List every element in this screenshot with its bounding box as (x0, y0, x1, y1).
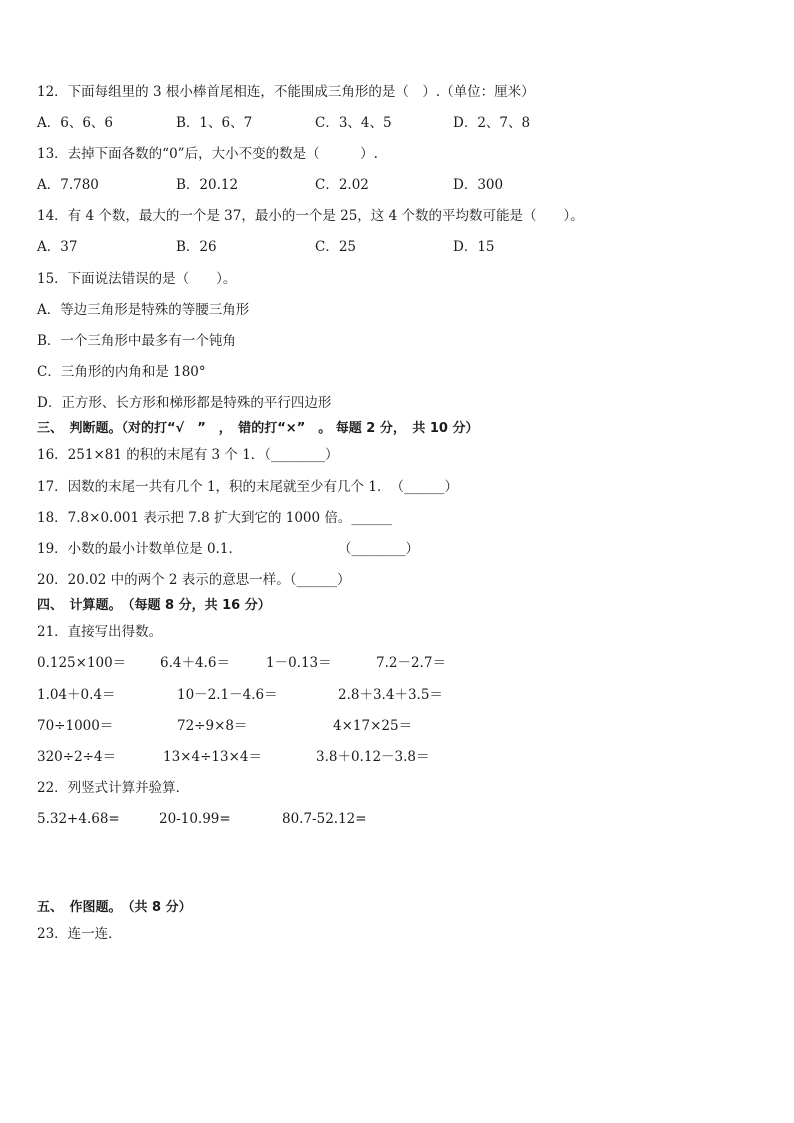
question-15-option-b: B．一个三角形中最多有一个钝角 (37, 333, 236, 349)
question-13-option-c: C．2.02 (315, 177, 369, 193)
question-22-stem: 22．列竖式计算并验算． (37, 780, 190, 796)
question-12-option-d: D．2、7、8 (453, 115, 531, 131)
question-13-option-b: B．20.12 (176, 177, 239, 193)
question-12-option-c: C．3、4、5 (315, 115, 392, 131)
vertical-calc-item: 20-10.99= (159, 811, 231, 827)
section-4-heading: 四、 计算题。 （每题 8 分，共 16 分） (37, 598, 271, 613)
calc-item: 7.2－2.7＝ (376, 655, 446, 671)
question-18: 18．7.8×0.001 表示把 7.8 扩大到它的 1000 倍。______ (37, 510, 392, 526)
calc-item: 320÷2÷4＝ (37, 749, 117, 765)
calc-item: 13×4÷13×4＝ (163, 749, 262, 765)
question-14-stem: 14．有 4 个数，最大的一个是 37，最小的一个是 25，这 4 个数的平均数可能是（ ）。 (37, 208, 584, 224)
question-13-option-d: D．300 (453, 177, 504, 193)
question-15-stem: 15．下面说法错误的是（ ）。 (37, 271, 237, 287)
question-12-stem: 12．下面每组里的 3 根小棒首尾相连，不能围成三角形的是（ ）.（单位：厘米） (37, 84, 535, 100)
calc-item: 4×17×25＝ (333, 718, 413, 734)
question-20: 20．20.02 中的两个 2 表示的意思一样。（______） (37, 572, 351, 588)
vertical-calc-item: 80.7-52.12= (282, 811, 367, 827)
question-15-option-d: D．正方形、长方形和梯形都是特殊的平行四边形 (37, 395, 332, 411)
question-19-answer-blank: （________） (338, 541, 419, 557)
calc-item: 6.4＋4.6＝ (160, 655, 230, 671)
question-13-stem: 13．去掉下面各数的“0”后，大小不变的数是（ ）. (37, 146, 378, 162)
section-5-heading: 五、 作图题。 （共 8 分） (37, 900, 192, 915)
question-14-option-b: B．26 (176, 239, 217, 255)
question-23: 23．连一连． (37, 926, 122, 942)
calc-item: 70÷1000＝ (37, 718, 114, 734)
calc-item: 1－0.13＝ (266, 655, 332, 671)
question-16: 16．251×81 的积的末尾有 3 个 1．（________） (37, 447, 339, 463)
question-21-stem: 21．直接写出得数。 (37, 624, 163, 640)
question-15-option-a: A．等边三角形是特殊的等腰三角形 (37, 302, 250, 318)
vertical-calc-item: 5.32+4.68= (37, 811, 120, 827)
question-12-option-a: A．6、6、6 (37, 115, 114, 131)
calc-item: 1.04＋0.4＝ (37, 687, 116, 703)
question-14-option-c: C．25 (315, 239, 357, 255)
question-15-option-c: C．三角形的内角和是 180° (37, 364, 206, 380)
calc-item: 0.125×100＝ (37, 655, 127, 671)
calc-item: 2.8＋3.4＋3.5＝ (338, 687, 443, 703)
question-19-text: 19．小数的最小计数单位是 0.1． (37, 541, 242, 557)
question-17: 17．因数的末尾一共有几个 1，积的末尾就至少有几个 1． （______） (37, 479, 458, 495)
calc-item: 72÷9×8＝ (177, 718, 248, 734)
calc-item: 3.8＋0.12－3.8＝ (316, 749, 430, 765)
section-3-heading: 三、 判断题。（对的打“√ ” ， 错的打“×” 。 每题 2 分， 共 10 分） (37, 421, 479, 436)
question-14-option-d: D．15 (453, 239, 495, 255)
question-14-option-a: A．37 (37, 239, 78, 255)
calc-item: 10－2.1－4.6＝ (177, 687, 278, 703)
question-13-option-a: A．7.780 (37, 177, 99, 193)
question-12-option-b: B．1、6、7 (176, 115, 253, 131)
